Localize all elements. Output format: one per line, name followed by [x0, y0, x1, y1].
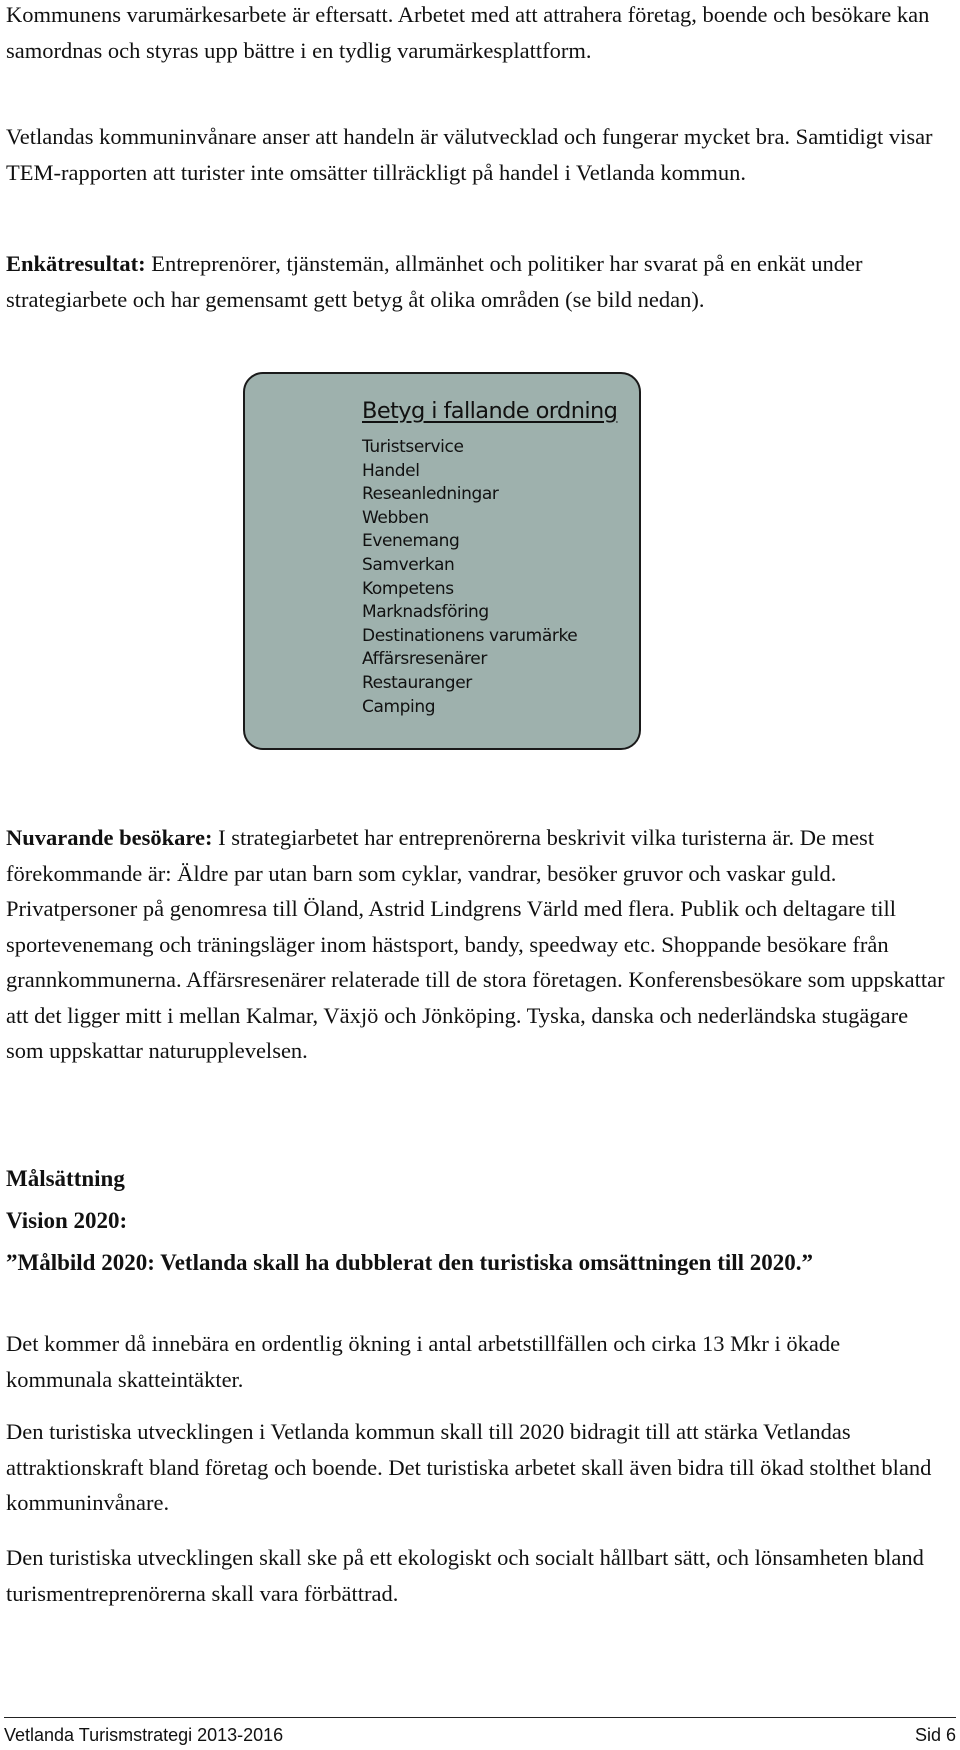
heading-malsattning: Målsättning: [6, 1166, 125, 1191]
rating-item: Destinationens varumärke: [362, 625, 578, 646]
rating-item: Marknadsföring: [362, 602, 489, 623]
rating-figure-title: Betyg i fallande ordning: [362, 398, 618, 424]
heading-vision-2020: Vision 2020:: [6, 1208, 128, 1233]
nuvarande-besokare-label: Nuvarande besökare:: [6, 825, 213, 850]
footer-page-number: Sid 6: [914, 1725, 956, 1745]
paragraph-varumarke: Kommunens varumärkesarbete är eftersatt. Arbetet med att attrahera företag, boende och besökare kan samordnas och styras upp bättre i en tydlig varumärkesplattform.: [6, 2, 930, 63]
rating-item: Kompetens: [362, 578, 454, 599]
rating-item: Affärsresenärer: [362, 649, 487, 670]
paragraph-arbetstillfallen: Det kommer då innebära en ordentlig ökning i antal arbetstillfällen och cirka 13 Mkr i ökade kommunala skatteintäkter.: [6, 1331, 841, 1392]
footer-document-title: Vetlanda Turismstrategi 2013-2016: [4, 1725, 284, 1745]
paragraph-attraktionskraft: Den turistiska utvecklingen i Vetlanda kommun skall till 2020 bidragit till att stärka Vetlandas attraktionskraft bland företag och boende. Det turistiska arbetet skall även bidra till ökad stolthet bland kommuninvånare.: [6, 1419, 932, 1515]
rating-figure: [243, 372, 641, 750]
rating-item: Webben: [362, 507, 429, 528]
paragraph-handel: Vetlandas kommuninvånare anser att handeln är välutvecklad och fungerar mycket bra. Samtidigt visar TEM-rapporten att turister inte omsätter tillräckligt på handel i Vetlanda kommun.: [6, 124, 933, 185]
footer-divider: [4, 1717, 956, 1718]
nuvarande-besokare-text: I strategiarbetet har entreprenörerna beskrivit vilka turisterna är. De mest förekommande är: Äldre par utan barn som cyklar, vandrar, besöker gruvor och vaskar guld. Privatpersoner på genomresa till Öland, Astrid Lindgrens Värld med flera. Publik och deltagare till sportevenemang och träningsläger inom hästsport, bandy, speedway etc. Shoppande besökare från grannkommunerna. Affärsresenärer relaterade till de stora företagen. Konferensbesökare som uppskattar att det ligger mitt i mellan Kalmar, Växjö och Jönköping. Tyska, danska och nederländska stugägare som uppskattar naturupplevelsen.: [6, 825, 945, 1063]
rating-item: Turistservice: [362, 437, 464, 457]
paragraph-nuvarande-besokare: [6, 820, 950, 1069]
heading-malbild-2020: ”Målbild 2020: Vetlanda skall ha dubblerat den turistiska omsättningen till 2020.”: [6, 1250, 814, 1275]
paragraph-enkatresultat: [6, 246, 950, 317]
paragraph-hallbarhet: Den turistiska utvecklingen skall ske på ett ekologiskt och socialt hållbart sätt, och lönsamheten bland turismentreprenörerna skall vara förbättrad.: [6, 1545, 924, 1606]
rating-list: [362, 436, 577, 719]
rating-item: Evenemang: [362, 531, 460, 552]
enkatresultat-label: Enkätresultat:: [6, 251, 146, 276]
rating-item: Handel: [362, 460, 420, 481]
page-footer: [4, 1725, 956, 1749]
rating-item: Restauranger: [362, 672, 472, 693]
rating-item: Camping: [362, 696, 436, 717]
rating-item: Reseanledningar: [362, 484, 499, 505]
rating-item: Samverkan: [362, 554, 455, 575]
enkatresultat-text: Entreprenörer, tjänstemän, allmänhet och politiker har svarat på en enkät under strategiarbete och har gemensamt gett betyg åt olika områden (se bild nedan).: [6, 251, 863, 312]
